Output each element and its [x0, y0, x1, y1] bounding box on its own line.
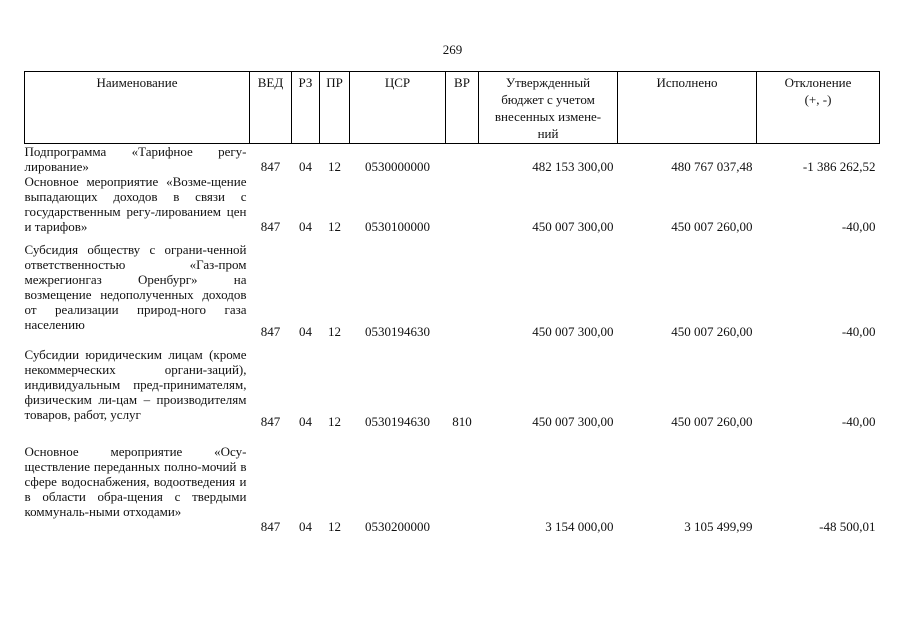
row-name: Основное мероприятие «Осу-ществление переданных полно-мочий в сфере водоснабжения, водоотведения и в области обра-щения с твердыми коммуналь-ными отходами» [24, 444, 247, 519]
row-approved: 450 007 300,00 [532, 324, 614, 339]
row-pr: 12 [328, 159, 341, 174]
row-deviation: -1 386 262,52 [802, 159, 876, 174]
header-approved-line: ний [537, 126, 559, 141]
page-number: 269 [442, 42, 463, 57]
row-executed: 3 105 499,99 [684, 519, 753, 534]
table-header-row [25, 72, 880, 144]
row-name: Субсидии юридическим лицам (кроме некоммерческих органи-заций), индивидуальным пред-принимателям, физическим ли-цам – производителям товаров, работ, услуг [24, 346, 247, 422]
row-executed: 450 007 260,00 [671, 324, 753, 339]
row-pr: 12 [328, 519, 341, 534]
row-ved: 847 [260, 519, 281, 534]
row-approved: 450 007 300,00 [532, 219, 614, 234]
header-name: Наименование [25, 72, 250, 144]
row-rz: 04 [299, 219, 312, 234]
row-csr: 0530194630 [365, 324, 430, 339]
row-csr: 0530100000 [365, 219, 430, 234]
row-rz: 04 [299, 324, 312, 339]
row-csr: 0530000000 [365, 159, 430, 174]
row-executed: 480 767 037,48 [671, 159, 753, 174]
row-csr: 0530200000 [365, 519, 430, 534]
row-deviation: -40,00 [841, 414, 876, 429]
row-deviation: -48 500,01 [819, 519, 876, 534]
header-executed: Исполнено [618, 72, 757, 144]
row-pr: 12 [328, 324, 341, 339]
row-ved: 847 [260, 414, 281, 429]
row-approved: 482 153 300,00 [532, 159, 614, 174]
header-vr: ВР [446, 72, 479, 144]
row-name: Подпрограмма «Тарифное регу-лирование» [24, 144, 247, 174]
row-ved: 847 [260, 219, 281, 234]
row-vr [446, 234, 479, 339]
row-executed: 450 007 260,00 [671, 219, 753, 234]
budget-execution-table [24, 71, 880, 534]
row-vr [446, 144, 479, 175]
row-vr: 810 [452, 414, 472, 429]
row-approved: 450 007 300,00 [532, 414, 614, 429]
row-rz: 04 [299, 159, 312, 174]
header-approved-line: Утвержденный [505, 75, 591, 90]
header-deviation [757, 72, 880, 144]
row-name: Основное мероприятие «Возме-щение выпадающих доходов в связи с государственным регу-лированием цен и тарифов» [24, 174, 247, 234]
row-executed: 450 007 260,00 [671, 414, 753, 429]
header-approved-line: внесенных измене- [494, 109, 602, 124]
row-pr: 12 [328, 414, 341, 429]
row-approved: 3 154 000,00 [545, 519, 614, 534]
header-deviation-line: Отклонение [784, 75, 852, 90]
row-rz: 04 [299, 519, 312, 534]
row-ved: 847 [260, 159, 281, 174]
row-ved: 847 [260, 324, 281, 339]
header-csr: ЦСР [350, 72, 446, 144]
header-pr: ПР [320, 72, 350, 144]
row-vr [446, 429, 479, 534]
row-csr: 0530194630 [365, 414, 430, 429]
header-ved: ВЕД [250, 72, 292, 144]
row-deviation: -40,00 [841, 324, 876, 339]
row-rz: 04 [299, 414, 312, 429]
header-approved-line: бюджет с учетом [501, 92, 595, 107]
row-pr: 12 [328, 219, 341, 234]
row-vr [446, 174, 479, 234]
row-name: Субсидия обществу с ограни-ченной ответственностью «Газ-пром межрегионгаз Оренбург» на возмещение недополученных доходов от реализации природ-ного газа населению [24, 241, 247, 332]
header-deviation-line: (+, -) [804, 92, 832, 107]
table-row [25, 144, 880, 175]
header-approved [479, 72, 618, 144]
table-row [25, 429, 880, 534]
table-row [25, 174, 880, 234]
header-rz: РЗ [292, 72, 320, 144]
row-deviation: -40,00 [841, 219, 876, 234]
table-row [25, 339, 880, 429]
table-row [25, 234, 880, 339]
